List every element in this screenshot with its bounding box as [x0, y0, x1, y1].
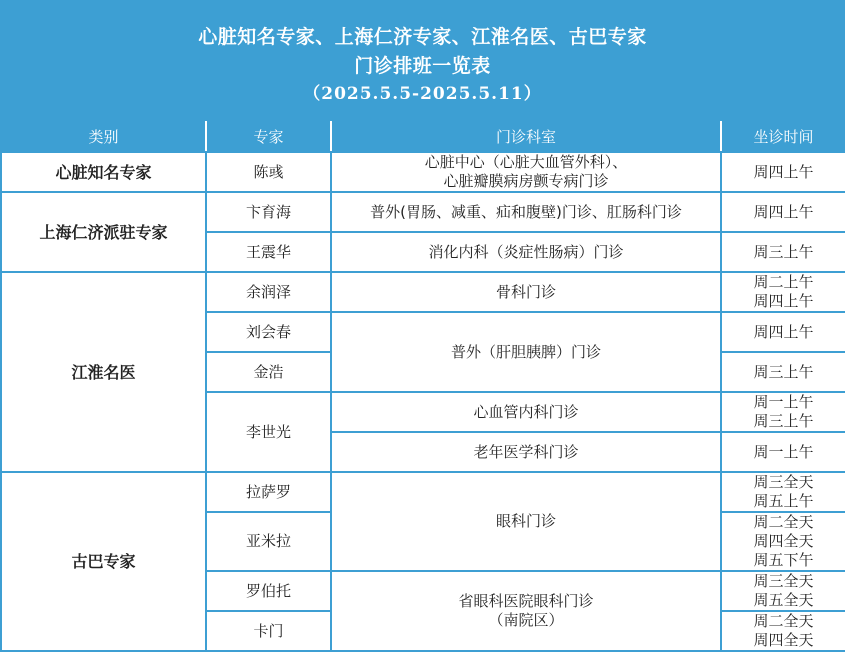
time-line: 周三全天	[753, 473, 814, 491]
page-subtitle: 门诊排班一览表	[354, 55, 491, 77]
department-line: 心脏瓣膜病房颤专病门诊	[443, 172, 609, 190]
table-header-row	[1, 122, 845, 152]
time-line: 周四上午	[753, 292, 814, 310]
time-cell	[721, 312, 845, 352]
expert-cell: 陈彧	[206, 152, 331, 192]
time-line: 周三上午	[753, 412, 814, 430]
time-line: 周二全天	[753, 513, 814, 531]
expert-cell: 卡门	[206, 611, 331, 651]
time-line: 周二全天	[753, 612, 814, 630]
expert-cell: 李世光	[206, 392, 331, 472]
date-range: （2025.5.5-2025.5.11）	[303, 84, 542, 104]
department-cell	[331, 152, 721, 192]
category-cell: 心脏知名专家	[1, 152, 206, 192]
time-line: 周一上午	[753, 393, 814, 411]
time-cell	[721, 571, 845, 611]
category-cell: 古巴专家	[1, 472, 206, 651]
department-cell	[331, 571, 721, 651]
table-row	[1, 472, 845, 512]
expert-cell: 拉萨罗	[206, 472, 331, 512]
time-cell	[721, 352, 845, 392]
time-line: 周四上午	[753, 202, 814, 221]
time-line: 周二上午	[753, 273, 814, 291]
time-cell	[721, 192, 845, 232]
time-line: 周四全天	[753, 532, 814, 550]
department-cell: 消化内科（炎症性肠病）门诊	[331, 232, 721, 272]
time-cell	[721, 272, 845, 312]
category-cell: 江淮名医	[1, 272, 206, 472]
expert-cell: 罗伯托	[206, 571, 331, 611]
table-row	[1, 272, 845, 312]
column-header-department: 门诊科室	[331, 122, 721, 152]
time-cell	[721, 152, 845, 192]
time-cell	[721, 392, 845, 432]
time-line: 周四上午	[753, 162, 814, 181]
expert-cell: 王震华	[206, 232, 331, 272]
department-line: （南院区）	[488, 611, 564, 629]
time-line: 周三全天	[753, 572, 814, 590]
category-cell: 上海仁济派驻专家	[1, 192, 206, 272]
department-cell: 普外(胃肠、减重、疝和腹壁)门诊、肛肠科门诊	[331, 192, 721, 232]
time-line: 周五上午	[753, 492, 814, 510]
column-header-category: 类别	[1, 122, 206, 152]
page-title: 心脏知名专家、上海仁济专家、江淮名医、古巴专家	[198, 26, 647, 48]
department-cell: 普外（肝胆胰脾）门诊	[331, 312, 721, 392]
time-line: 周四全天	[753, 631, 814, 649]
expert-cell: 金浩	[206, 352, 331, 392]
time-cell	[721, 232, 845, 272]
department-cell: 心血管内科门诊	[331, 392, 721, 432]
department-cell: 眼科门诊	[331, 472, 721, 571]
expert-cell: 余润泽	[206, 272, 331, 312]
time-cell	[721, 512, 845, 571]
time-cell	[721, 472, 845, 512]
time-line: 周四上午	[753, 322, 814, 341]
time-line: 周三上午	[753, 242, 814, 261]
time-cell	[721, 432, 845, 472]
department-line: 心脏中心（心脏大血管外科）、	[424, 153, 628, 171]
time-cell	[721, 611, 845, 651]
department-cell: 骨科门诊	[331, 272, 721, 312]
time-line: 周五全天	[753, 591, 814, 609]
column-header-expert: 专家	[206, 122, 331, 152]
table-row	[1, 192, 845, 232]
page-header	[0, 0, 845, 121]
schedule-table	[0, 121, 845, 652]
department-line: 省眼科医院眼科门诊	[458, 592, 594, 610]
department-cell: 老年医学科门诊	[331, 432, 721, 472]
time-line: 周一上午	[753, 442, 814, 461]
expert-cell: 卞育海	[206, 192, 331, 232]
expert-cell: 刘会春	[206, 312, 331, 352]
table-row	[1, 152, 845, 192]
time-line: 周五下午	[753, 551, 814, 569]
column-header-time: 坐诊时间	[721, 122, 845, 152]
time-line: 周三上午	[753, 362, 814, 381]
expert-cell: 亚米拉	[206, 512, 331, 571]
